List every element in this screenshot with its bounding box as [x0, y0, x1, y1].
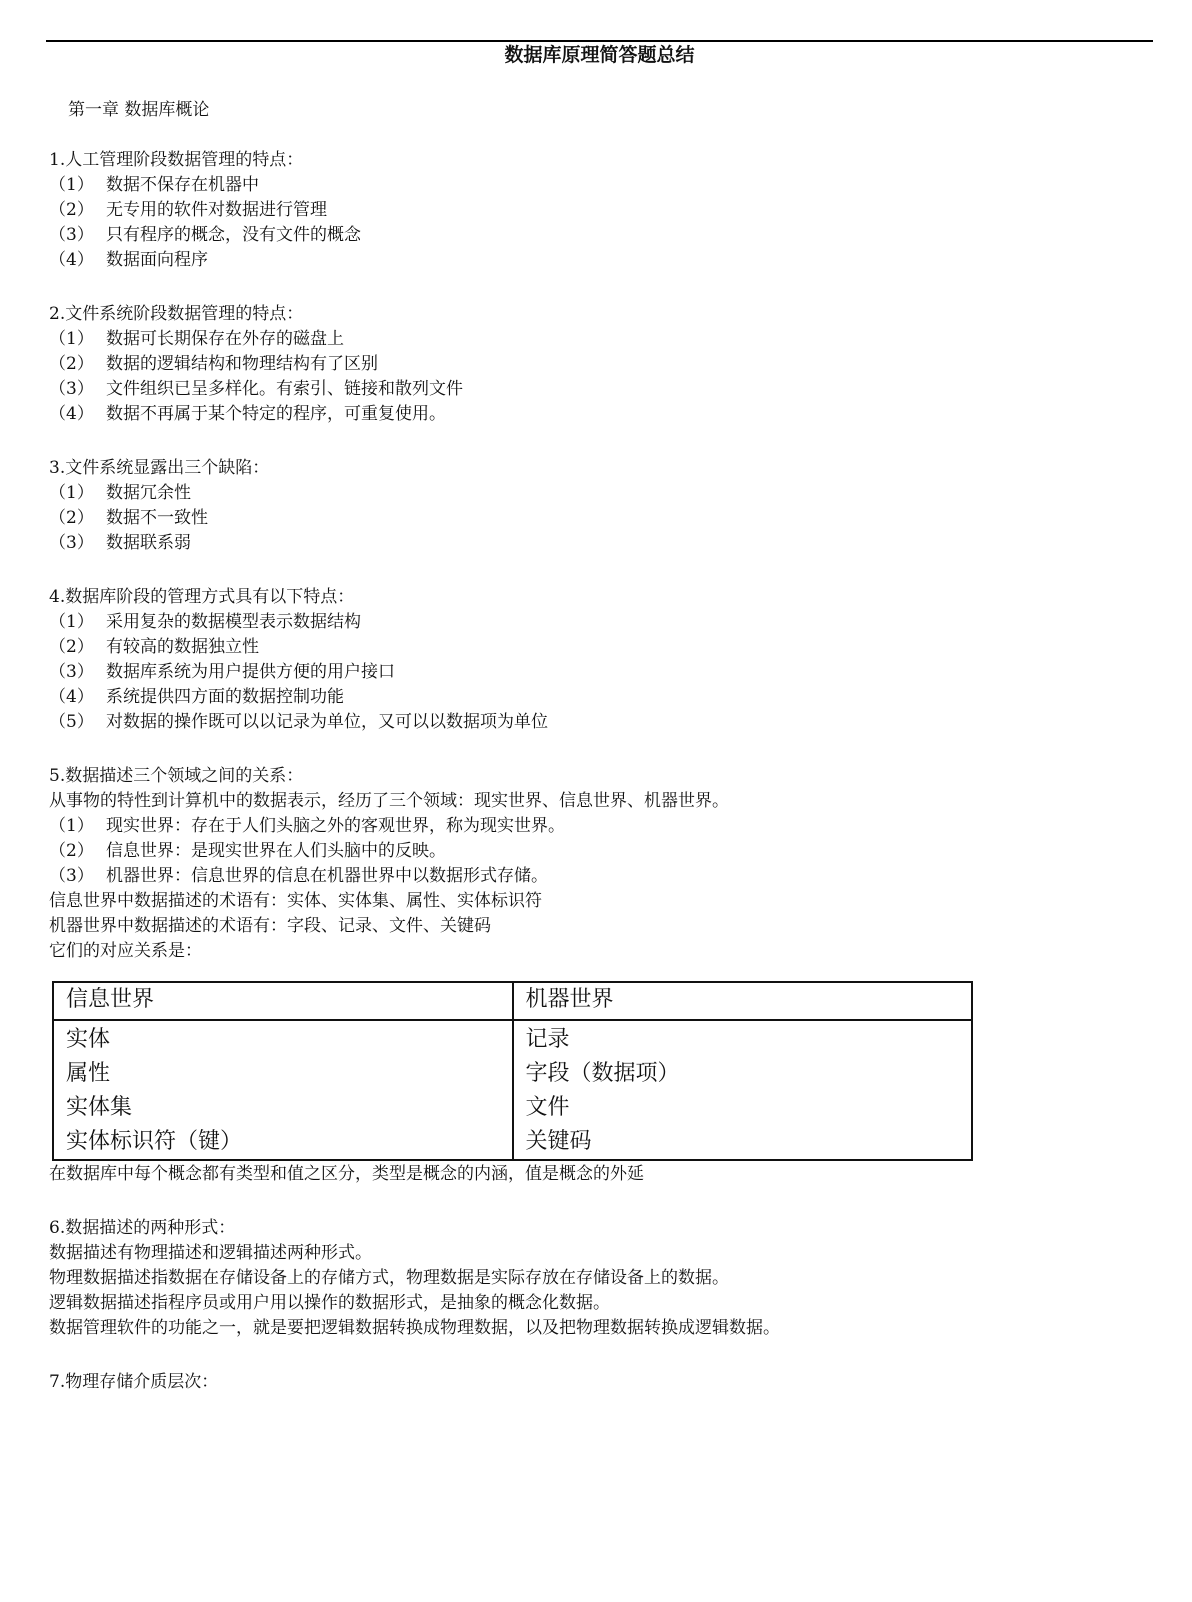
section-5-heading: 5.数据描述三个领域之间的关系：: [49, 766, 304, 786]
list-item: （1） 数据可长期保存在外存的磁盘上: [49, 329, 344, 349]
table-cell: [53, 1020, 513, 1160]
paragraph: 从事物的特性到计算机中的数据表示，经历了三个领域：现实世界、信息世界、机器世界。: [49, 791, 729, 811]
paragraph: 机器世界中数据描述的术语有：字段、记录、文件、关键码: [49, 916, 491, 936]
list-item: （1） 现实世界：存在于人们头脑之外的客观世界，称为现实世界。: [49, 816, 565, 836]
table-cell-line: 实体: [66, 1027, 111, 1052]
table-cell-line: 记录: [525, 1027, 570, 1052]
table-cell-line: 实体集: [66, 1095, 133, 1120]
list-item: （3） 数据联系弱: [49, 533, 191, 553]
list-item: （2） 信息世界：是现实世界在人们头脑中的反映。: [49, 841, 446, 861]
list-item: （4） 系统提供四方面的数据控制功能: [49, 687, 344, 707]
paragraph: 数据管理软件的功能之一，就是要把逻辑数据转换成物理数据，以及把物理数据转换成逻辑数据。: [49, 1318, 780, 1338]
list-item: （1） 数据不保存在机器中: [49, 175, 259, 195]
paragraph: 信息世界中数据描述的术语有：实体、实体集、属性、实体标识符: [49, 891, 542, 911]
table-cell-line: 实体标识符（键）: [66, 1129, 243, 1154]
chapter-heading: 第一章 数据库概论: [68, 100, 210, 120]
section-1-heading: 1.人工管理阶段数据管理的特点：: [49, 150, 304, 170]
table-cell-line: 关键码: [525, 1129, 592, 1154]
list-item: （4） 数据不再属于某个特定的程序，可重复使用。: [49, 404, 446, 424]
list-item: （3） 只有程序的概念，没有文件的概念: [49, 225, 361, 245]
list-item: （5） 对数据的操作既可以以记录为单位，又可以以数据项为单位: [49, 712, 548, 732]
section-4-heading: 4.数据库阶段的管理方式具有以下特点：: [49, 587, 355, 607]
table-cell-line: 属性: [66, 1061, 111, 1086]
table-cell-line: 文件: [525, 1095, 570, 1120]
table-header-cell: 机器世界: [513, 982, 973, 1020]
list-item: （2） 无专用的软件对数据进行管理: [49, 200, 327, 220]
paragraph: 它们的对应关系是：: [49, 941, 202, 961]
section-7-heading: 7.物理存储介质层次：: [49, 1372, 219, 1392]
section-2-heading: 2.文件系统阶段数据管理的特点：: [49, 304, 304, 324]
mapping-table: [52, 981, 973, 1161]
list-item: （3） 机器世界：信息世界的信息在机器世界中以数据形式存储。: [49, 866, 548, 886]
list-item: （3） 文件组织已呈多样化。有索引、链接和散列文件: [49, 379, 463, 399]
paragraph: 逻辑数据描述指程序员或用户用以操作的数据形式，是抽象的概念化数据。: [49, 1293, 610, 1313]
paragraph: 数据描述有物理描述和逻辑描述两种形式。: [49, 1243, 372, 1263]
list-item: （4） 数据面向程序: [49, 250, 208, 270]
table-row: [53, 1020, 972, 1160]
list-item: （2） 数据不一致性: [49, 508, 208, 528]
list-item: （1） 采用复杂的数据模型表示数据结构: [49, 612, 361, 632]
section-6-heading: 6.数据描述的两种形式：: [49, 1218, 236, 1238]
list-item: （1） 数据冗余性: [49, 483, 191, 503]
table-cell-line: 字段（数据项）: [525, 1061, 680, 1086]
table-header-cell: 信息世界: [53, 982, 513, 1020]
section-3-heading: 3.文件系统显露出三个缺陷：: [49, 458, 270, 478]
list-item: （2） 数据的逻辑结构和物理结构有了区别: [49, 354, 378, 374]
list-item: （2） 有较高的数据独立性: [49, 637, 259, 657]
list-item: （3） 数据库系统为用户提供方便的用户接口: [49, 662, 395, 682]
paragraph: 在数据库中每个概念都有类型和值之区分，类型是概念的内涵，值是概念的外延: [49, 1164, 644, 1184]
table-cell: [513, 1020, 973, 1160]
paragraph: 物理数据描述指数据在存储设备上的存储方式，物理数据是实际存放在存储设备上的数据。: [49, 1268, 729, 1288]
document-title: 数据库原理简答题总结: [504, 44, 695, 66]
